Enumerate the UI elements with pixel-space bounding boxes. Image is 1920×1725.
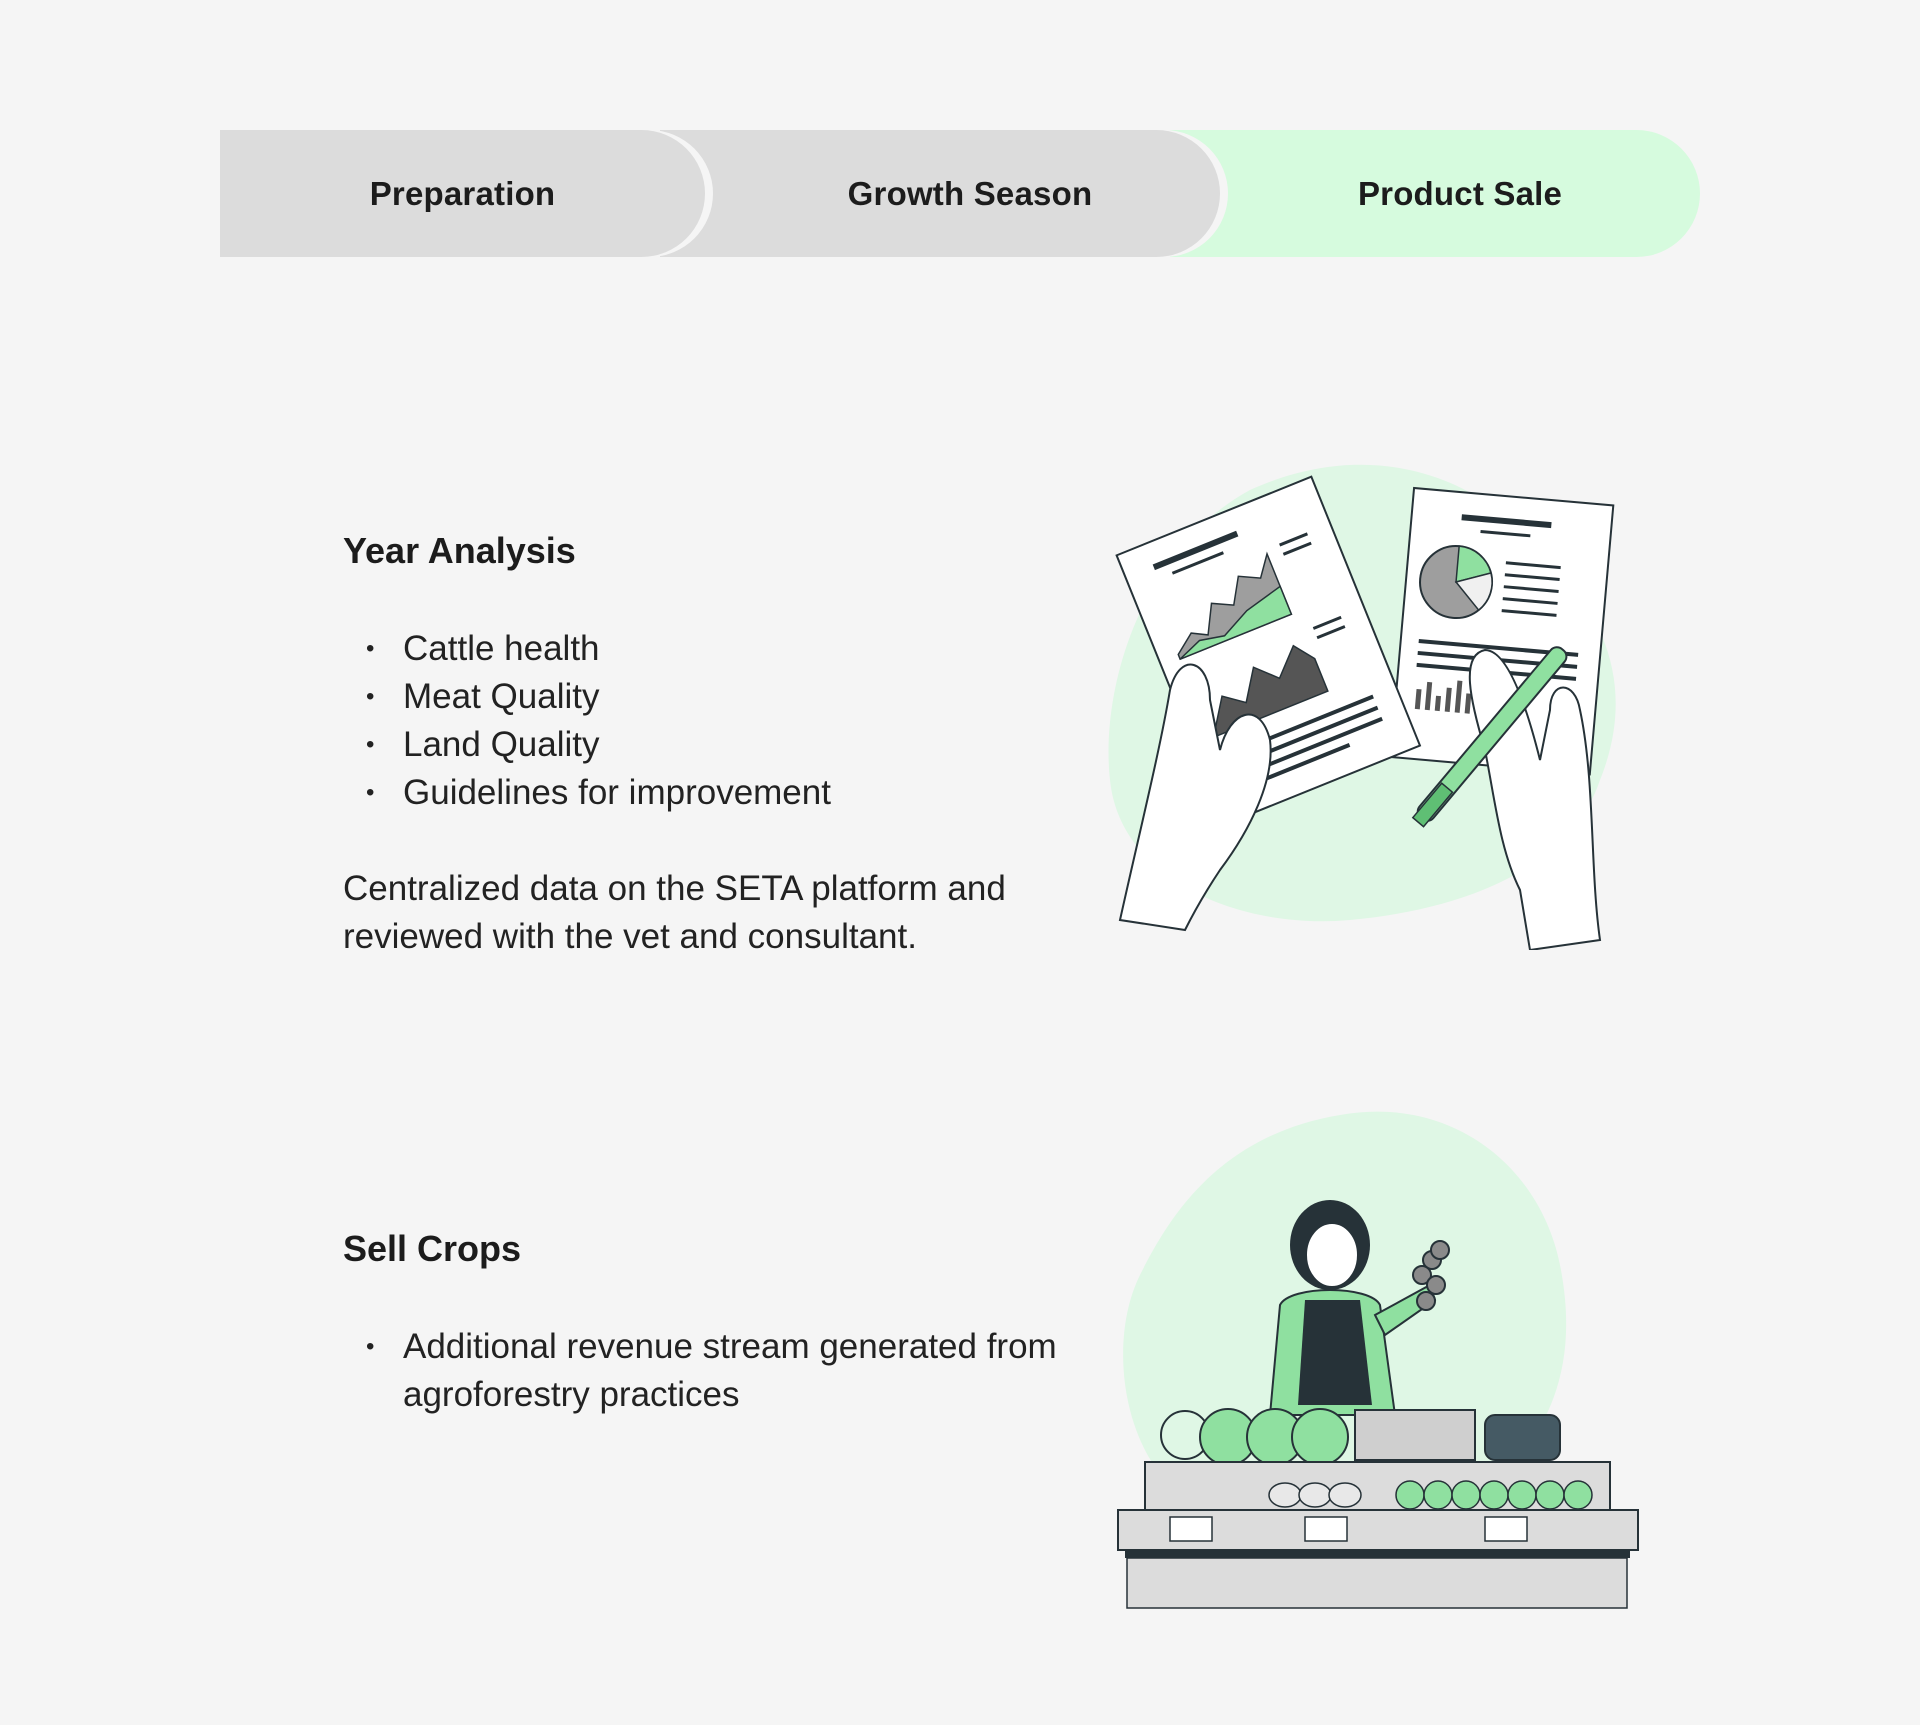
year-analysis-description: Centralized data on the SETA platform and reviewed with the vet and consultant. [343,869,1006,956]
step-growth-season[interactable] [660,130,1220,257]
sell-crops-list [343,1323,1063,1419]
list-item: • Land Quality [343,721,831,769]
step-product-sale[interactable] [1170,130,1700,257]
list-item: • Meat Quality [343,673,831,721]
market-vendor-vegetable-stall-illustration [1110,1105,1640,1615]
section-title-year-analysis: Year Analysis [343,530,576,571]
step-label: Preparation [369,174,556,212]
list-item: • Guidelines for improvement [343,769,831,817]
step-preparation[interactable] [220,130,705,257]
step-label: Product Sale [1357,174,1563,212]
step-label: Growth Season [847,174,1093,212]
section-title-sell-crops: Sell Crops [343,1228,522,1269]
hands-holding-report-charts-illustration [1100,450,1640,950]
process-stepper [220,130,1700,257]
list-item: • Additional revenue stream generated from agroforestry practices [343,1323,1063,1419]
year-analysis-list [343,625,831,817]
list-item: • Cattle health [343,625,831,673]
